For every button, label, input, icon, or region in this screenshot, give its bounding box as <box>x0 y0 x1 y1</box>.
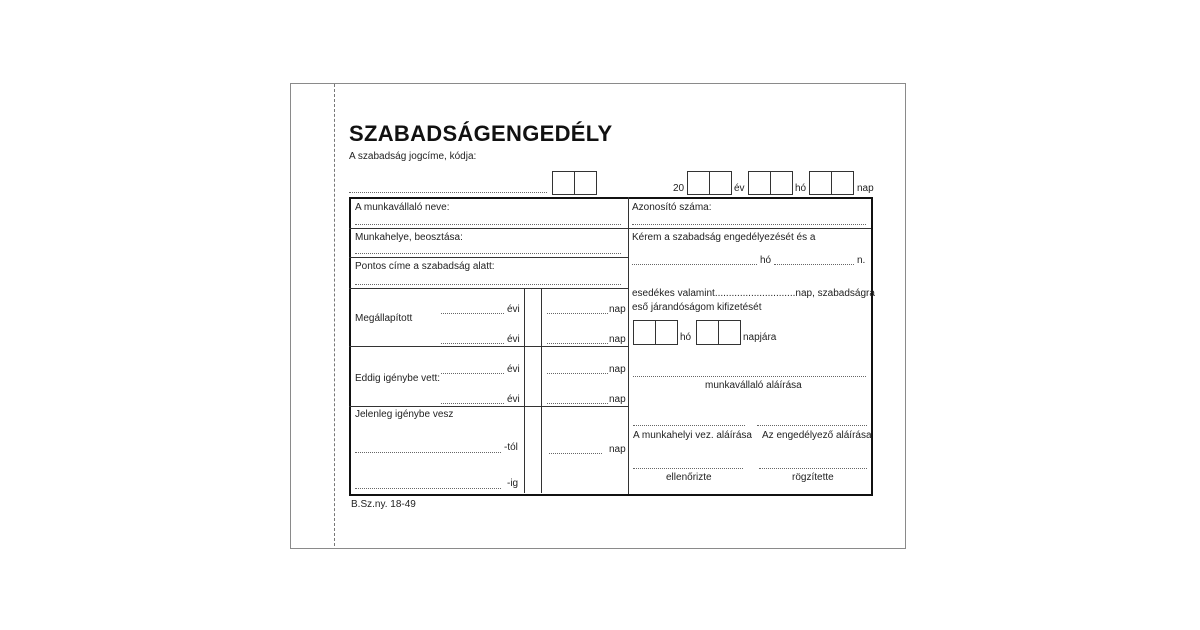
month-label: hó <box>795 183 807 194</box>
leave-type-label: A szabadság jogcíme, kódja: <box>349 151 477 162</box>
row-divider-2 <box>349 257 629 258</box>
recorded-signature-line[interactable] <box>759 468 867 469</box>
approver-signature-label: Az engedélyező aláírása <box>762 430 872 441</box>
pay-day-label: napjára <box>743 332 777 343</box>
days-label-2: nap <box>609 334 626 345</box>
established-evi-1: évi <box>507 304 520 315</box>
days-field-5[interactable] <box>549 453 602 454</box>
inner-divider-b <box>541 288 542 493</box>
pay-month-label: hó <box>680 332 692 343</box>
workplace-label: Munkahelye, beosztása: <box>355 232 463 243</box>
leave-type-field[interactable] <box>349 192 547 193</box>
id-number-label: Azonosító száma: <box>632 202 712 213</box>
month-box-divider <box>770 172 771 194</box>
employee-signature-line[interactable] <box>633 376 866 377</box>
recorded-label: rögzítette <box>792 472 834 483</box>
year-box-divider <box>709 172 710 194</box>
id-number-field[interactable] <box>632 224 866 225</box>
address-label: Pontos címe a szabadság alatt: <box>355 261 495 272</box>
days-field-1[interactable] <box>547 313 608 314</box>
manager-signature-label: A munkahelyi vez. aláírása <box>633 430 752 441</box>
used-year-field-2[interactable] <box>441 403 504 404</box>
pay-text: eső járandóságom kifizetését <box>632 302 762 313</box>
used-evi-1: évi <box>507 364 520 375</box>
to-date-field[interactable] <box>355 488 501 489</box>
row-divider-4 <box>349 346 629 347</box>
day-box-divider <box>831 172 832 194</box>
employee-name-field[interactable] <box>355 224 621 225</box>
current-label: Jelenleg igénybe vesz <box>355 409 454 420</box>
days-field-3[interactable] <box>547 373 608 374</box>
established-label: Megállapított <box>355 313 413 324</box>
used-evi-2: évi <box>507 394 520 405</box>
days-label-5: nap <box>609 444 626 455</box>
days-label-3: nap <box>609 364 626 375</box>
request-day-field[interactable] <box>774 264 854 265</box>
manager-signature-line[interactable] <box>633 425 745 426</box>
date-century: 20 <box>673 183 685 194</box>
row-divider-5 <box>349 406 629 407</box>
day-label: nap <box>857 183 874 194</box>
from-date-field[interactable] <box>355 452 501 453</box>
request-month-label: hó <box>760 255 772 266</box>
used-so-far-label: Eddig igénybe vett: <box>355 373 441 384</box>
perforation-line <box>334 84 335 546</box>
days-label-1: nap <box>609 304 626 315</box>
from-suffix: -tól <box>504 442 518 453</box>
request-year-field[interactable] <box>632 264 757 265</box>
request-text: Kérem a szabadság engedélyezését és a <box>632 232 816 243</box>
days-field-2[interactable] <box>547 343 608 344</box>
established-year-field-2[interactable] <box>441 343 504 344</box>
year-label: év <box>734 183 745 194</box>
form-code: B.Sz.ny. 18-49 <box>351 499 416 510</box>
row-divider-1 <box>349 228 871 229</box>
workplace-field[interactable] <box>355 253 621 254</box>
form-title: SZABADSÁGENGEDÉLY <box>349 121 613 146</box>
address-field[interactable] <box>355 284 621 285</box>
employee-name-label: A munkavállaló neve: <box>355 202 450 213</box>
days-label-4: nap <box>609 394 626 405</box>
request-n-label: n. <box>857 255 866 266</box>
checked-signature-line[interactable] <box>633 468 743 469</box>
established-evi-2: évi <box>507 334 520 345</box>
inner-divider-a <box>524 288 525 493</box>
established-year-field-1[interactable] <box>441 313 504 314</box>
employee-signature-label: munkavállaló aláírása <box>705 380 802 391</box>
leave-code-divider <box>574 172 575 194</box>
checked-label: ellenőrizte <box>666 472 712 483</box>
pay-month-divider <box>655 321 656 344</box>
due-text: esedékes valamint.............................nap, szabadságra <box>632 288 875 299</box>
to-suffix: -ig <box>507 478 519 489</box>
pay-day-divider <box>718 321 719 344</box>
used-year-field-1[interactable] <box>441 373 504 374</box>
row-divider-3 <box>349 288 629 289</box>
days-field-4[interactable] <box>547 403 608 404</box>
approver-signature-line[interactable] <box>757 425 867 426</box>
